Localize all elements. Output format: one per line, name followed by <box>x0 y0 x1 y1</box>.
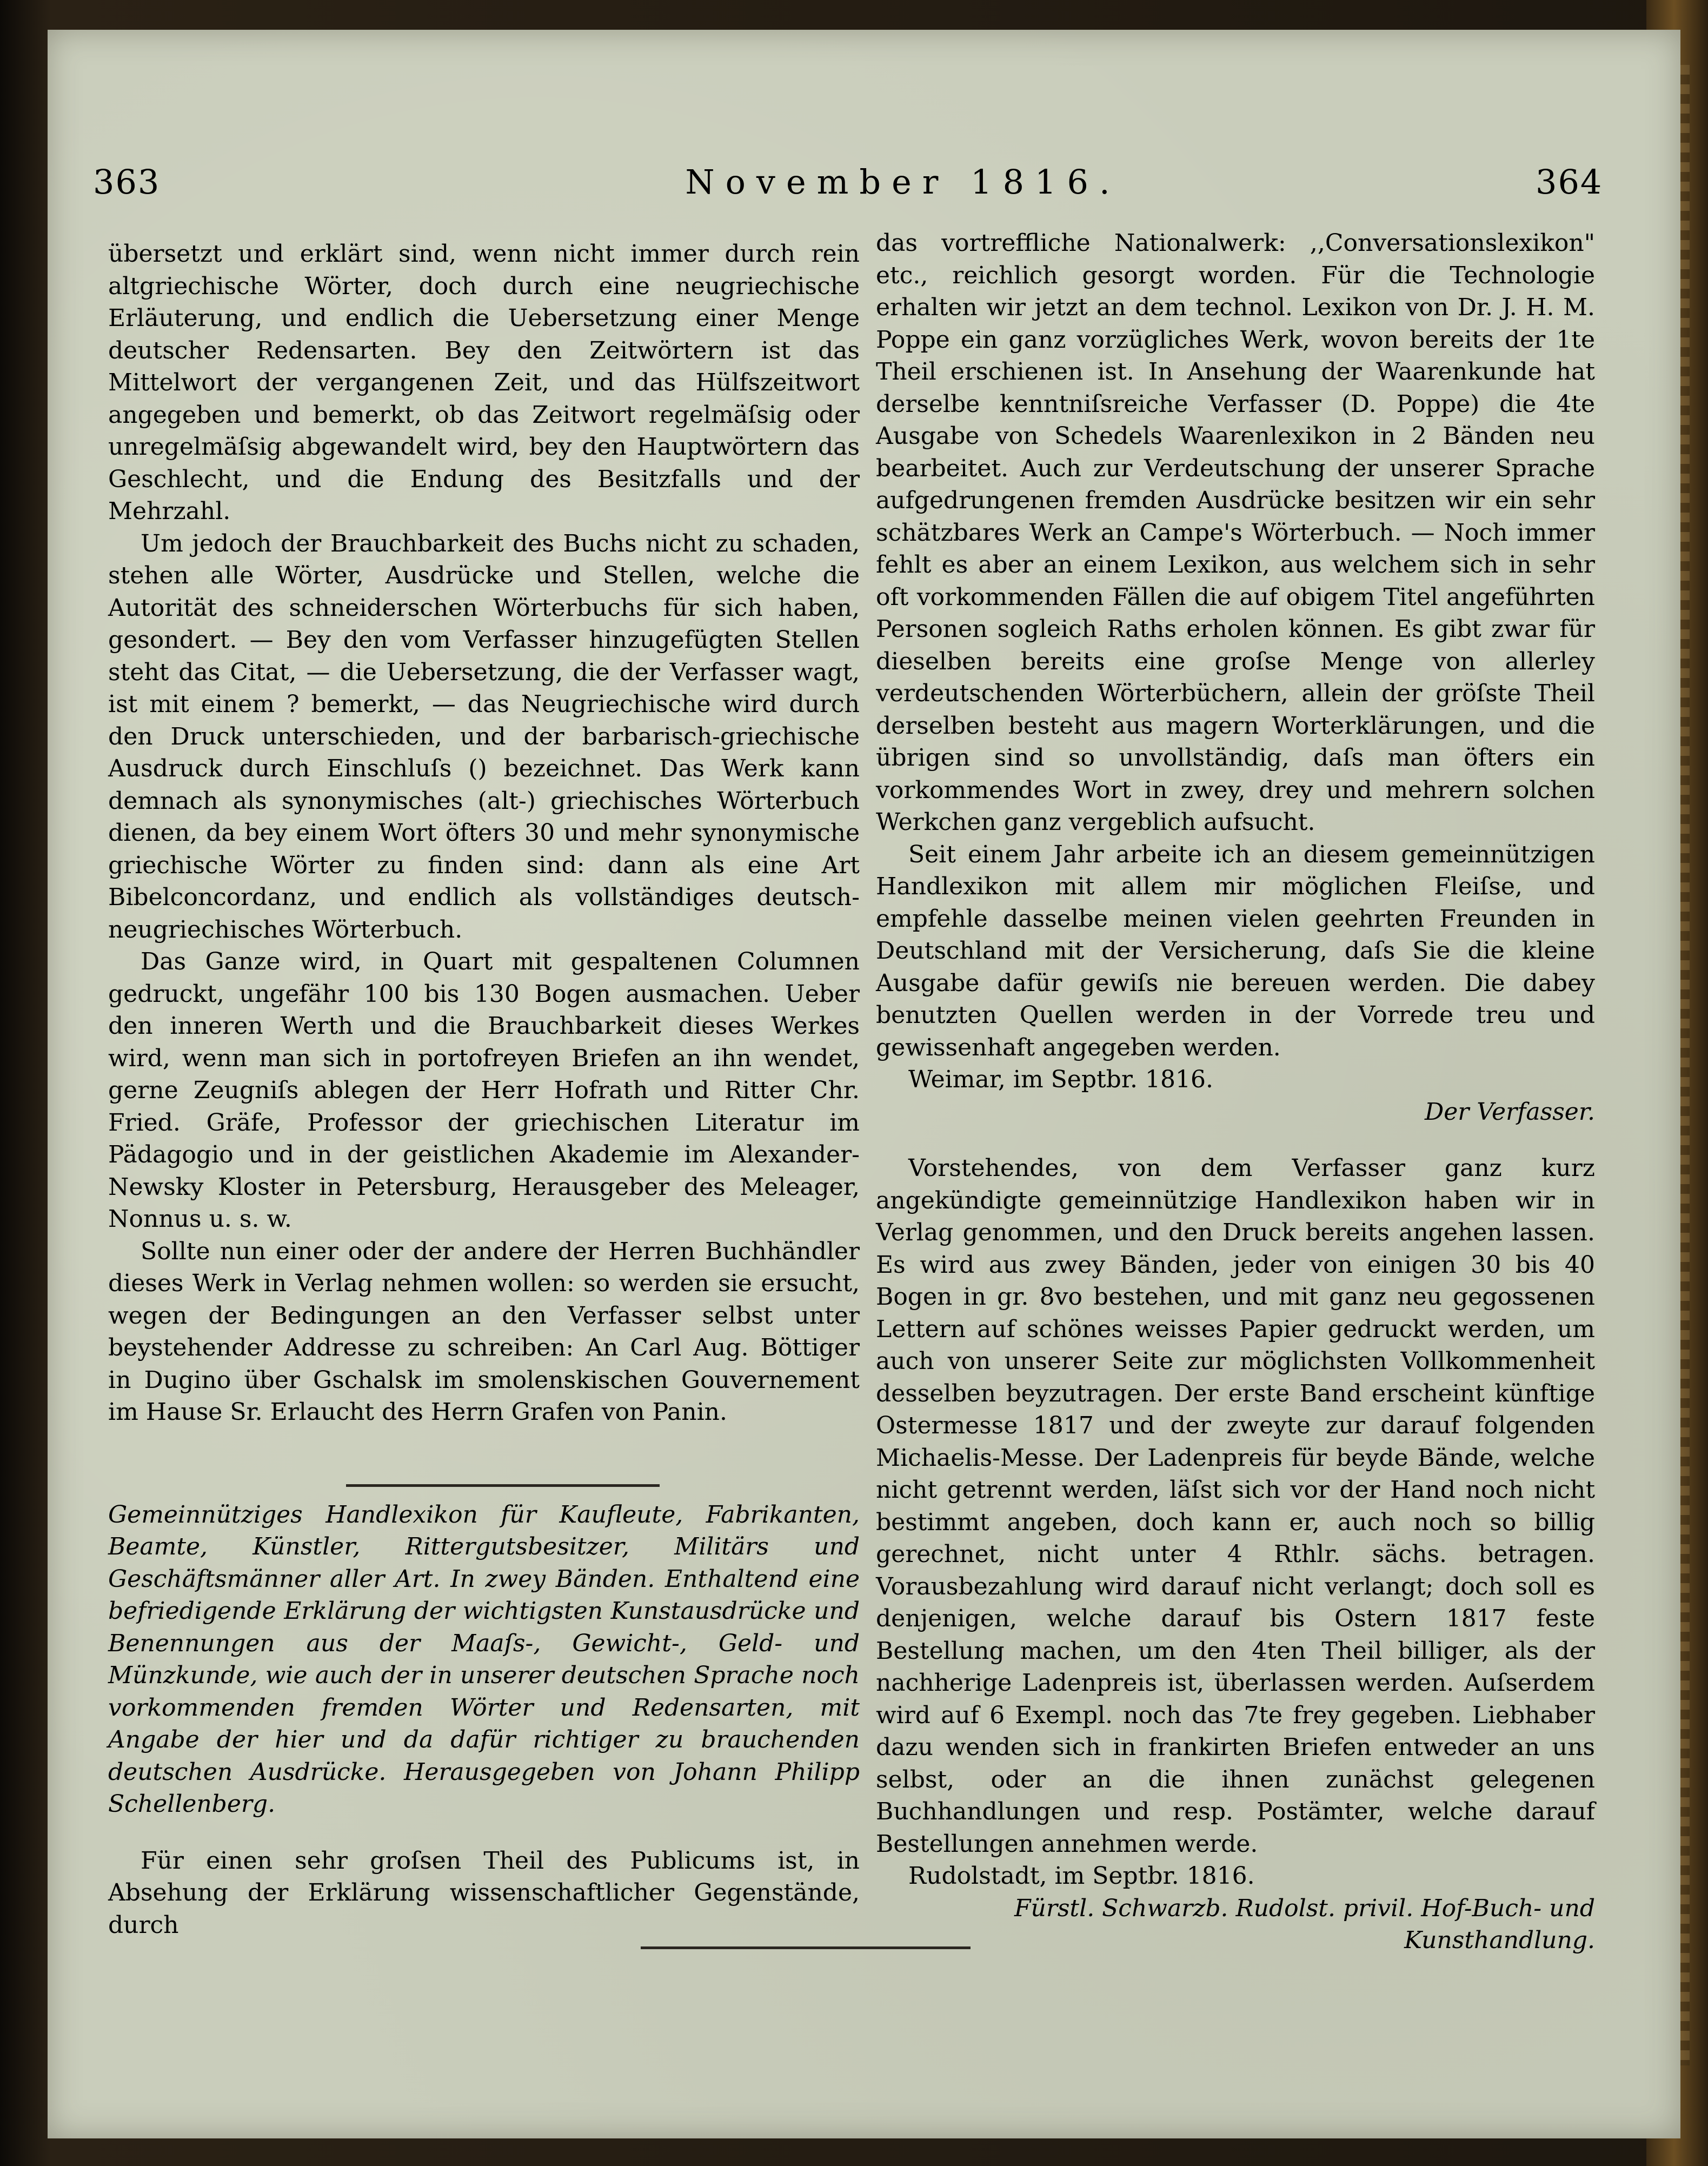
left-closing-text: Für einen sehr groſsen Theil des Publicums ist, in Absehung der Erklärung wissenschaftlicher Gegenstände, durch <box>108 1846 860 1939</box>
section-divider <box>346 1484 660 1487</box>
catalog-entry-block <box>108 1499 860 1820</box>
page-number-right: 364 <box>1536 162 1603 202</box>
page-number-left: 363 <box>93 162 161 202</box>
end-rule <box>641 1946 971 1949</box>
place-date-weimar: Weimar, im Septbr. 1816. <box>908 1066 1213 1093</box>
right-column <box>876 227 1595 1957</box>
publisher-notice: Vorstehendes, von dem Verfasser ganz kurz angekündigte gemeinnützige Handlexikon haben wir in Verlag genommen, und den Druck bereits angehen lassen. Es wird aus zwey Bänden, jeder von einigen 30 bis 40 Bogen in gr. 8vo bestehen, und mit ganz neu gegossenen Lettern auf schönes weisses Papier gedruckt werden, um auch von unserer Seite zur möglichsten Vollkommenheit desselben beyzutragen. Der erste Band erscheint künftige Ostermesse 1817 und der zweyte zur darauf folgenden Michaelis-Messe. Der Ladenpreis für beyde Bände, welche nicht getrennt werden, läſst sich vor der Hand noch nicht bestimmt angeben, doch kann er, auch noch so billig gerechnet, nicht unter 4 Rthlr. sächs. betragen. Vorausbezahlung wird darauf nicht verlangt; doch soll es denjenigen, welche darauf bis Ostern 1817 feste Bestellung machen, um den 4ten Theil billiger, als der nachherige Ladenpreis ist, überlassen werden. Auſserdem wird auf 6 Exempl. noch das 7te frey gegeben. Liebhaber dazu wenden sich in frankirten Briefen entweder an uns selbst, oder an die ihnen zunächst gelegenen Buchhandlungen und resp. Postämter, welche darauf Bestellungen annehmen werde. <box>876 1154 1595 1858</box>
catalog-entry: Gemeinnütziges Handlexikon für Kaufleute, Fabrikanten, Beamte, Künstler, Rittergutsbesitzer, Militärs und Geschäftsmänner aller Art. In zwey Bänden. Enthaltend eine befriedigende Erklärung der wichtigsten Kunstausdrücke und Benennungen aus der Maaſs-, Gewicht-, Geld- und Münzkunde, wie auch der in unserer deutschen Sprache noch vorkommenden fremden Wörter und Redensarten, mit Angabe der hier und da dafür richtiger zu brauchenden deutschen Ausdrücke. Herausgegeben von Johann Philipp Schellenberg. <box>108 1500 860 1818</box>
signature-author: Der Verfasser. <box>1424 1098 1595 1126</box>
place-date-rudolstadt: Rudolstadt, im Septbr. 1816. <box>908 1862 1255 1890</box>
running-header: November 1816. <box>685 162 1121 202</box>
left-paragraph-4: Sollte nun einer oder der andere der Herren Buchhändler dieses Werk in Verlag nehmen wollen: so werden sie ersucht, wegen der Bedingungen an den Verfasser selbst unter beystehender Addresse zu schreiben: An Carl Aug. Böttiger in Dugino über Gschalsk im smolenskischen Gouvernement im Hause Sr. Erlaucht des Herrn Grafen von Panin. <box>108 1237 860 1426</box>
left-rule-spacer <box>108 1453 860 1499</box>
left-paragraph-1: übersetzt und erklärt sind, wenn nicht immer durch rein altgriechische Wörter, doch durch eine neugriechische Erläuterung, und endlich die Uebersetzung einer Menge deutscher Redensarten. Bey den Zeitwörtern ist das Mittelwort der vergangenen Zeit, und das Hülfszeitwort angegeben und bemerkt, ob das Zeitwort regelmäſsig oder unregelmäſsig abgewandelt wird, bey den Hauptwörtern das Geschlecht, und die Endung des Besitzfalls und der Mehrzahl. <box>108 240 860 525</box>
left-paragraph-3: Das Ganze wird, in Quart mit gespaltenen Columnen gedruckt, ungefähr 100 bis 130 Bogen ausmachen. Ueber den inneren Werth und die Brauchbarkeit dieses Werkes wird, wenn man sich in portofreyen Briefen an ihn wendet, gerne Zeugniſs ablegen der Herr Hofrath und Ritter Chr. Fried. Gräfe, Professor der griechischen Literatur im Pädagogio und in der geistlichen Akademie im Alexander-Newsky Kloster in Petersburg, Herausgeber des Meleager, Nonnus u. s. w. <box>108 948 860 1233</box>
right-paragraph-1: das vortreffliche Nationalwerk: ,,Conversationslexikon" etc., reichlich gesorgt worden. Für die Technologie erhalten wir jetzt an dem technol. Lexikon von Dr. J. H. M. Poppe ein ganz vorzügliches Werk, wovon bereits der 1te Theil erschienen ist. In Ansehung der Waarenkunde hat derselbe kenntniſsreiche Verfasser (D. Poppe) die 4te Ausgabe von Schedels Waarenlexikon in 2 Bänden neu bearbeitet. Auch zur Verdeutschung der unserer Sprache aufgedrungenen fremden Ausdrücke besitzen wir ein sehr schätzbares Werk an Campe's Wörterbuch. — Noch immer fehlt es aber an einem Lexikon, aus welchem sich in sehr oft vorkommenden Fällen die auf obigem Titel angeführten Personen sogleich Raths erholen können. Es gibt zwar für dieselben bereits eine groſse Menge von allerley verdeutschenden Wörterbüchern, allein der gröſste Theil derselben besteht aus magern Worterklärungen, und die übrigen sind so unvollständig, daſs man öfters ein vorkommendes Wort in zwey, drey und mehrern solchen Werkchen ganz vergeblich aufsucht. <box>876 229 1595 836</box>
signature-publisher: Fürstl. Schwarzb. Rudolst. privil. Hof-Buch- und Kunsthandlung. <box>1014 1894 1595 1954</box>
left-paragraph-2: Um jedoch der Brauchbarkeit des Buchs nicht zu schaden, stehen alle Wörter, Ausdrücke und Stellen, welche die Autorität des schneiderschen Wörterbuchs für sich haben, gesondert. — Bey den vom Verfasser hinzugefügten Stellen steht das Citat, — die Uebersetzung, die der Verfasser wagt, ist mit einem ? bemerkt, — das Neugriechische wird durch den Druck unterschieden, und der barbarisch-griechische Ausdruck durch Einschluſs () bezeichnet. Das Werk kann demnach als synonymisches (alt-) griechisches Wörterbuch dienen, da bey einem Wort öfters 30 und mehr synonymische griechische Wörter zu finden sind: dann als eine Art Bibelconcordanz, und endlich als vollständiges deutsch-neugriechisches Wörterbuch. <box>108 529 860 944</box>
right-paragraph-2: Seit einem Jahr arbeite ich an diesem gemeinnützigen Handlexikon mit allem mir möglichen Fleiſse, und empfehle dasselbe meinen vielen geehrten Freunden in Deutschland mit der Versicherung, daſs Sie die kleine Ausgabe dafür gewiſs nie bereuen werden. Die dabey benutzten Quellen werden in der Vorrede treu und gewissenhaft angegeben werden. <box>876 840 1595 1061</box>
left-column <box>108 238 860 1941</box>
